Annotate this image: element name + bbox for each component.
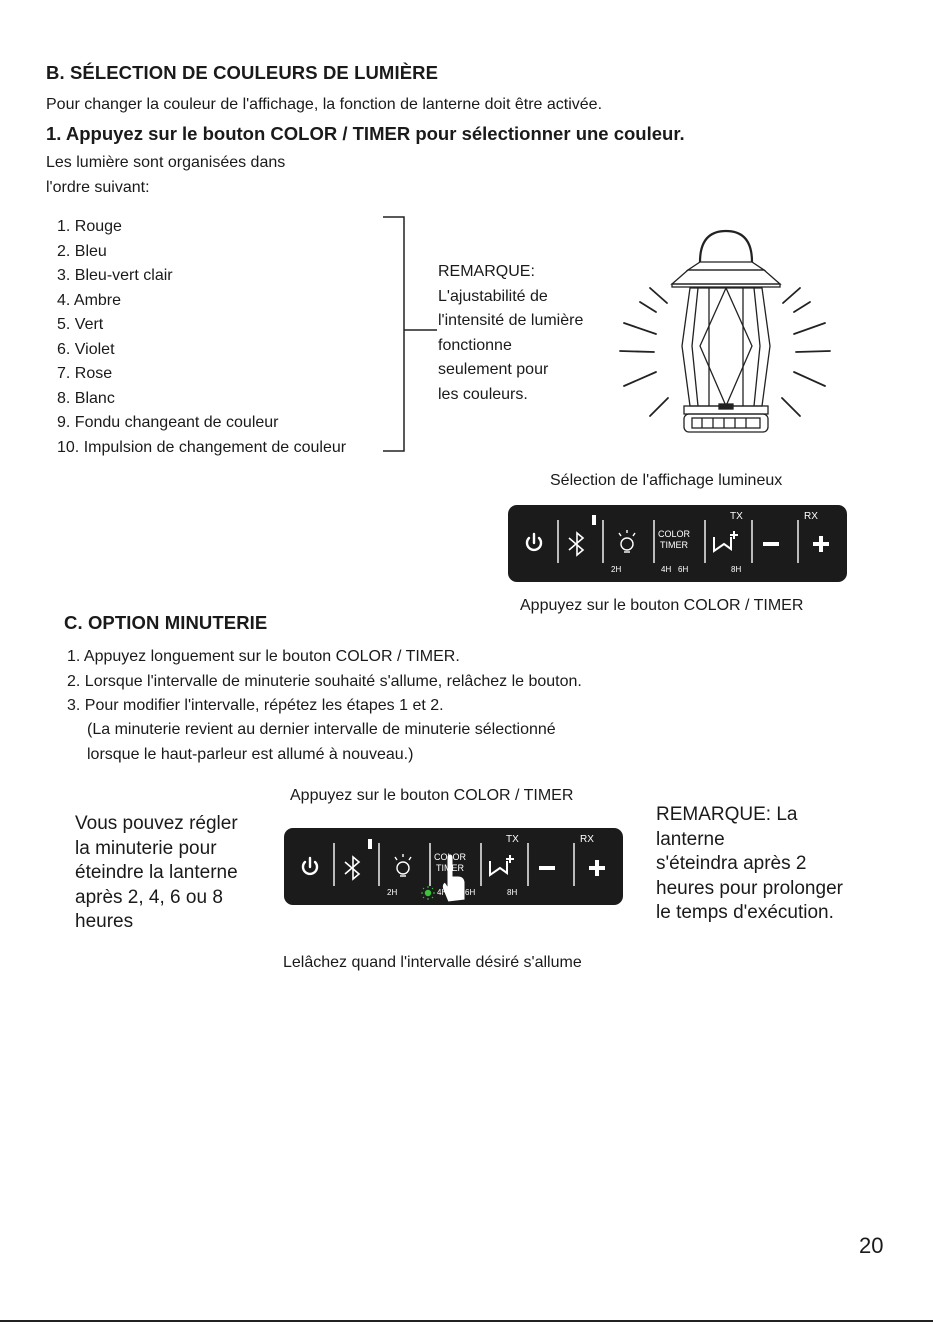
- panel-caption-press: Appuyez sur le bouton COLOR / TIMER: [520, 597, 804, 614]
- plus-icon[interactable]: [813, 536, 829, 552]
- note-line: REMARQUE:: [438, 263, 535, 280]
- power-icon[interactable]: [303, 858, 317, 874]
- timer-4h-label: 4H: [437, 888, 448, 897]
- tws-link-icon[interactable]: [490, 855, 514, 875]
- timer-2h-label: 2H: [611, 565, 622, 574]
- note-line: heures: [75, 911, 134, 932]
- color-label: COLOR: [658, 529, 691, 539]
- lightbulb-icon[interactable]: [395, 854, 411, 876]
- list-item: 1. Rouge: [57, 218, 122, 235]
- list-item: 3. Bleu-vert clair: [57, 267, 173, 284]
- note-line: les couleurs.: [438, 385, 528, 403]
- timer-2h-label: 2H: [387, 888, 398, 897]
- timer-left-note: [75, 812, 238, 935]
- note-line: seulement pour: [438, 361, 549, 378]
- note-line: lanterne: [656, 828, 725, 850]
- note-line: Vous pouvez régler: [75, 813, 238, 834]
- list-item: 9. Fondu changeant de couleur: [57, 414, 279, 431]
- note-line: éteindre la lanterne: [75, 862, 238, 883]
- step1-title: 1. Appuyez sur le bouton COLOR / TIMER pour sélectionner une couleur.: [46, 123, 685, 144]
- note-line: la minuterie pour: [75, 837, 217, 859]
- order-line-2: l'ordre suivant:: [46, 179, 150, 196]
- timer-step-1: 1. Appuyez longuement sur le bouton COLOR / TIMER.: [67, 648, 460, 665]
- bottom-rule: [0, 1320, 933, 1322]
- note-line: s'éteindra après 2: [656, 853, 807, 874]
- timer-6h-label: 6H: [465, 888, 476, 897]
- list-item: 5. Vert: [57, 316, 104, 333]
- note-line: heures pour prolonger: [656, 877, 843, 899]
- list-item: 4. Ambre: [57, 291, 122, 309]
- timer-4h-label: 4H: [661, 565, 672, 574]
- plus-icon[interactable]: [589, 860, 605, 876]
- timer-step-3-note-2: lorsque le haut-parleur est allumé à nouveau.): [87, 746, 414, 763]
- lightbulb-icon[interactable]: [619, 530, 635, 552]
- minus-icon[interactable]: [763, 542, 779, 546]
- timer-8h-label: 8H: [507, 888, 518, 897]
- list-item: 7. Rose: [57, 365, 113, 382]
- panel-caption-select: Sélection de l'affichage lumineux: [550, 472, 783, 489]
- intensity-note: [438, 260, 583, 407]
- control-panel-timer: [284, 828, 623, 905]
- power-icon[interactable]: [527, 534, 541, 550]
- tws-link-icon[interactable]: [714, 531, 738, 551]
- rx-label: RX: [804, 511, 818, 522]
- timer-indicator-icon: [421, 886, 435, 900]
- timer-step-3: 3. Pour modifier l'intervalle, répétez les étapes 1 et 2.: [67, 697, 444, 714]
- note-line: REMARQUE: La: [656, 804, 798, 825]
- timer-step-3-note-1: (La minuterie revient au dernier intervalle de minuterie sélectionné: [87, 721, 556, 738]
- lantern-illustration: [612, 226, 837, 441]
- minus-icon[interactable]: [539, 866, 555, 870]
- tx-label: TX: [506, 834, 519, 845]
- panel-caption-release: Lelâchez quand l'intervalle désiré s'allume: [283, 954, 582, 971]
- control-panel: [508, 505, 847, 582]
- order-line-1: Les lumière sont organisées dans: [46, 154, 286, 171]
- page-number: 20: [859, 1233, 884, 1258]
- note-line: L'ajustabilité de: [438, 287, 548, 305]
- timer-step-2: 2. Lorsque l'intervalle de minuterie souhaité s'allume, relâchez le bouton.: [67, 673, 582, 690]
- timer-label: TIMER: [660, 540, 688, 550]
- list-item: 2. Bleu: [57, 242, 107, 260]
- bluetooth-icon[interactable]: [569, 515, 596, 555]
- color-label: COLOR: [434, 852, 467, 862]
- note-line: après 2, 4, 6 ou 8: [75, 886, 223, 908]
- note-line: fonctionne: [438, 336, 512, 354]
- list-bracket: [380, 214, 440, 454]
- list-item: 6. Violet: [57, 340, 115, 358]
- timer-right-note: [656, 803, 843, 926]
- note-line: l'intensité de lumière: [438, 312, 584, 329]
- list-item: 8. Blanc: [57, 389, 115, 407]
- color-order-list: [57, 215, 346, 460]
- timer-8h-label: 8H: [731, 565, 742, 574]
- bluetooth-icon[interactable]: [345, 839, 372, 879]
- section-c-heading: C. OPTION MINUTERIE: [64, 612, 268, 633]
- section-b-intro: Pour changer la couleur de l'affichage, la fonction de lanterne doit être activée.: [46, 96, 603, 113]
- rx-label: RX: [580, 834, 594, 845]
- list-item: 10. Impulsion de changement de couleur: [57, 438, 347, 456]
- timer-label: TIMER: [436, 863, 464, 873]
- section-b-heading: B. SÉLECTION DE COULEURS DE LUMIÈRE: [46, 62, 439, 83]
- note-line: le temps d'exécution.: [656, 902, 834, 923]
- panel-caption-press-2: Appuyez sur le bouton COLOR / TIMER: [290, 787, 574, 804]
- timer-6h-label: 6H: [678, 565, 689, 574]
- tx-label: TX: [730, 511, 743, 522]
